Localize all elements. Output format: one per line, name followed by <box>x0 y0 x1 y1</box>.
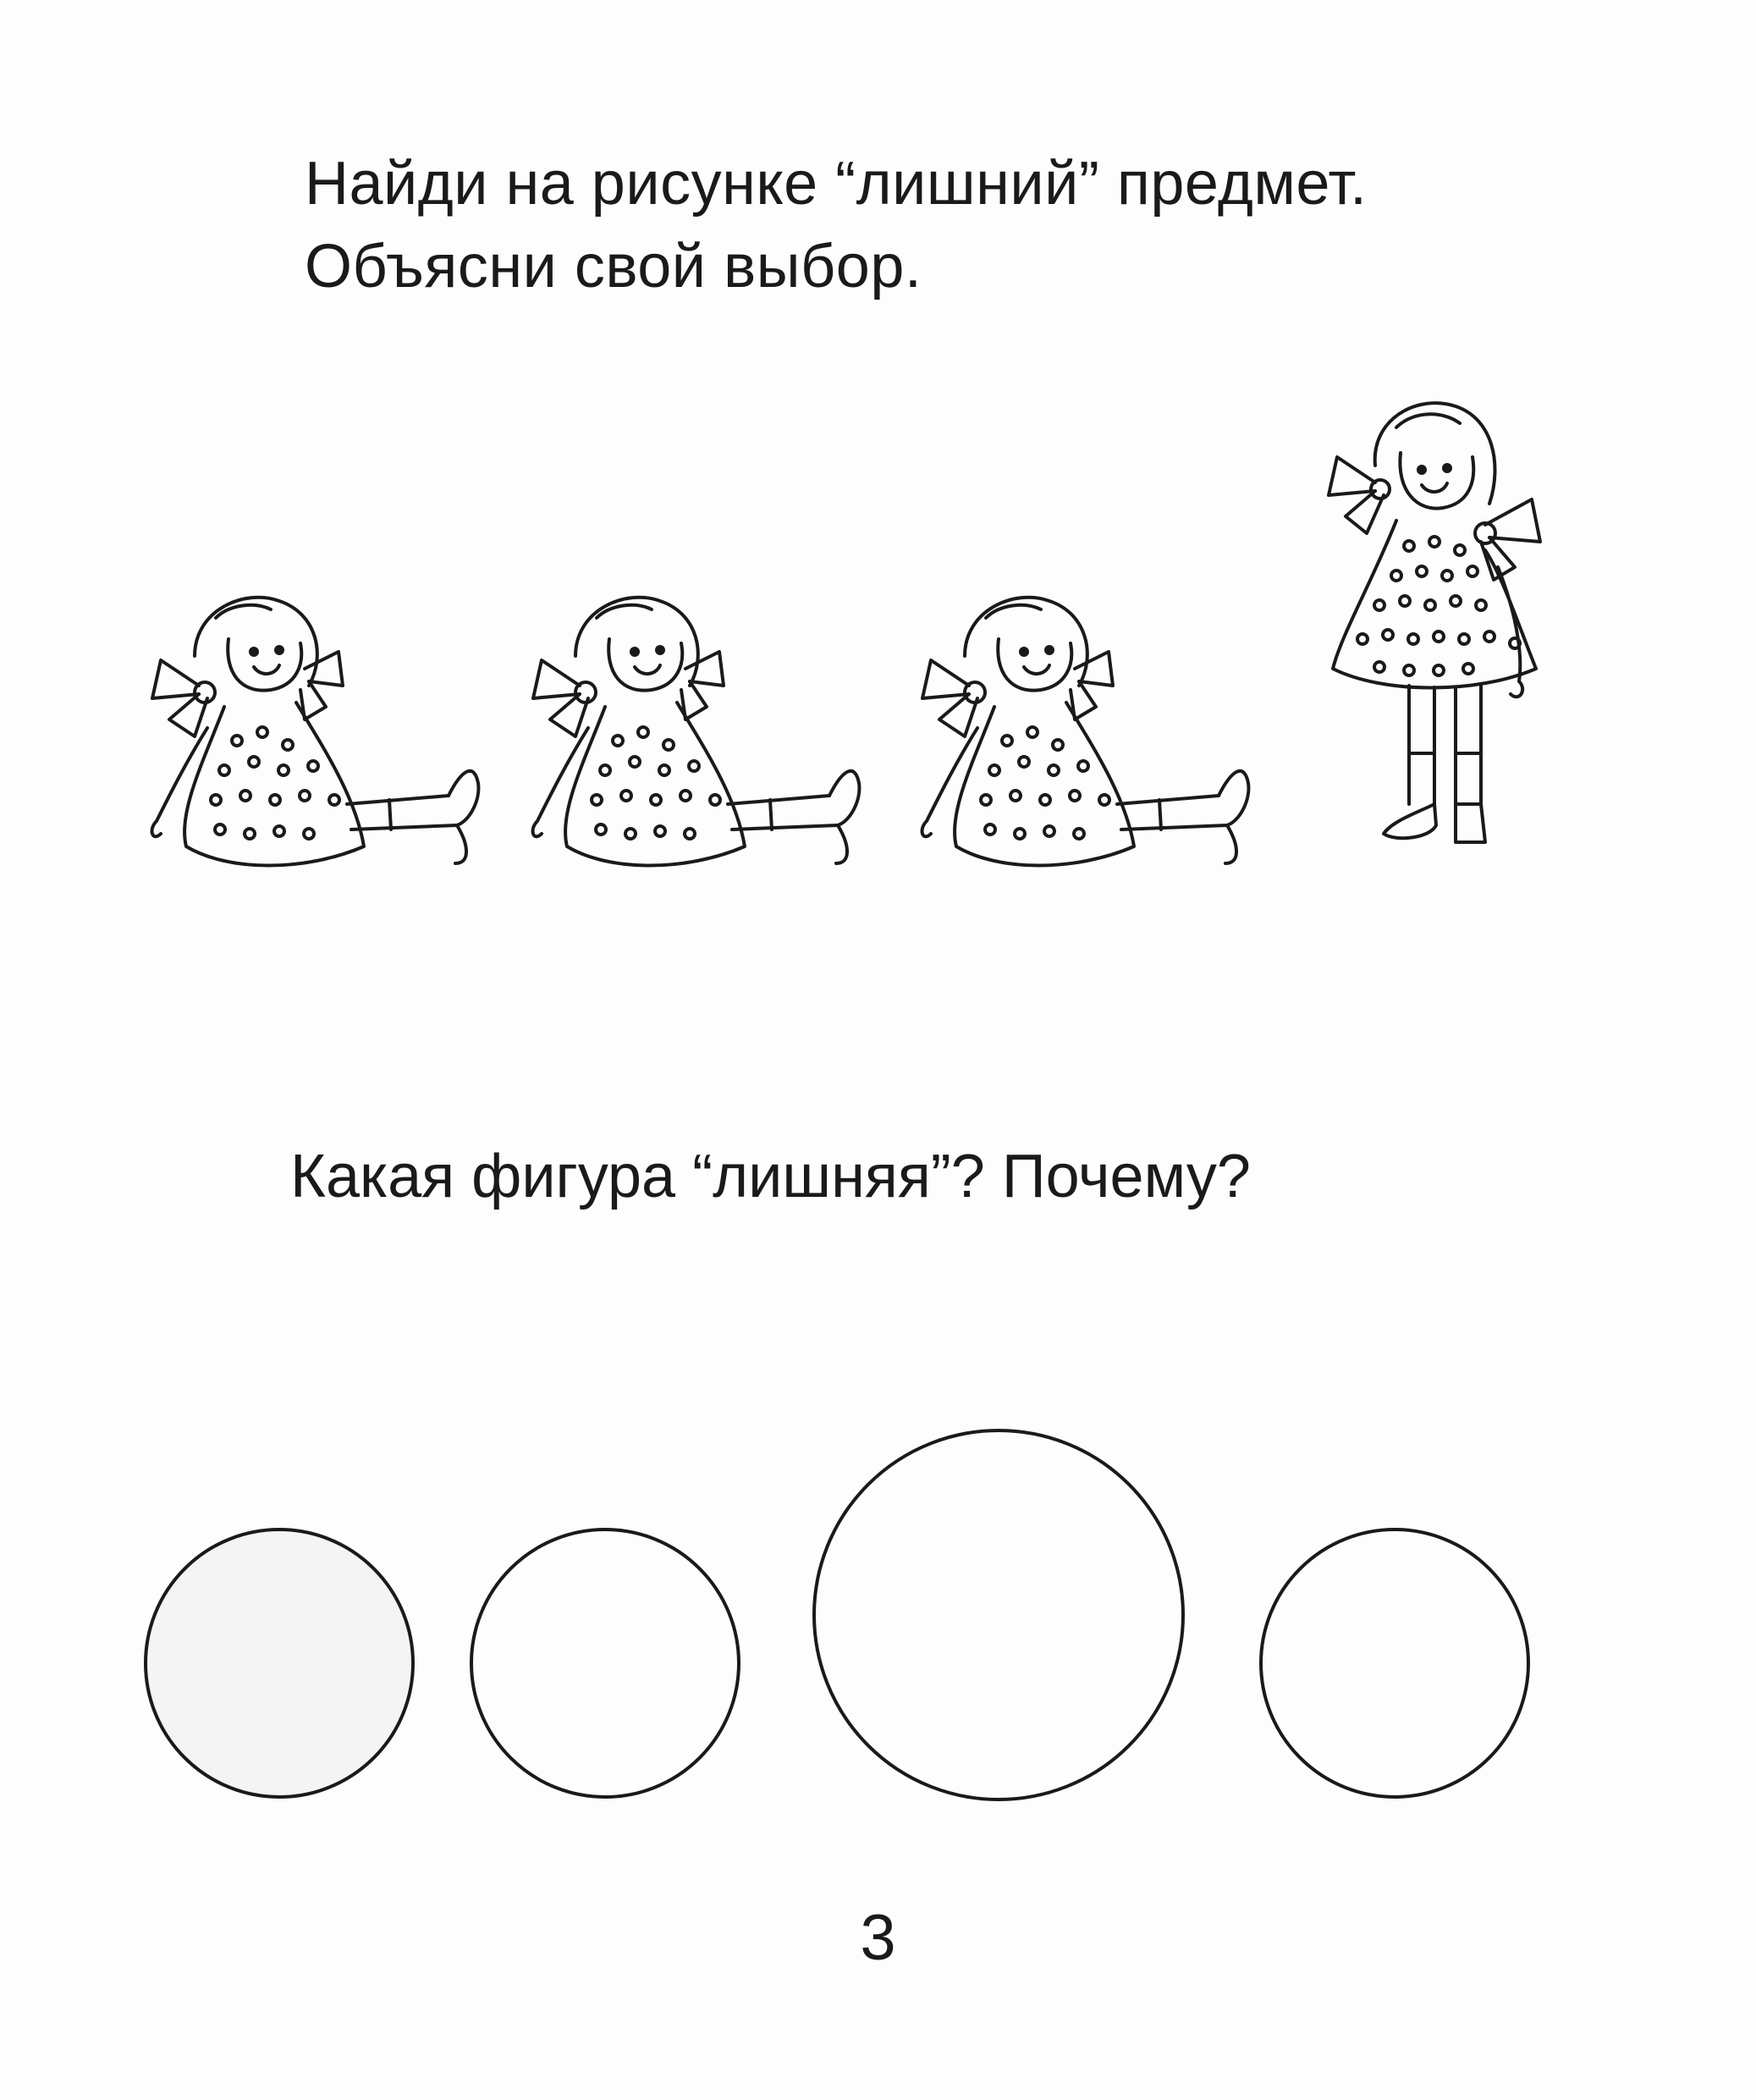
sitting-girl-drawing <box>516 593 872 897</box>
task-line-2: Объясни свой выбор. <box>305 233 922 300</box>
circles-row <box>0 1405 1756 1845</box>
standing-girl <box>1316 398 1570 872</box>
sitting-girl-drawing <box>906 593 1261 897</box>
girls-illustration-row <box>135 398 1574 923</box>
task-line-1: Найди на рисунке “лишний” предмет. <box>305 150 1368 218</box>
sitting-girl-1 <box>135 593 491 897</box>
circle-4 <box>1261 1530 1528 1797</box>
sitting-girl-drawing <box>135 593 491 897</box>
sitting-girl-3 <box>906 593 1261 897</box>
circles-drawing <box>0 1405 1756 1845</box>
task-instructions <box>305 142 1367 308</box>
page-number: 3 <box>860 1902 896 1974</box>
circle-1 <box>146 1530 413 1797</box>
circle-3-large <box>814 1430 1183 1800</box>
sitting-girl-2 <box>516 593 872 897</box>
task-question: Какая фигура “лишняя”? Почему? <box>290 1143 1251 1210</box>
standing-girl-drawing <box>1316 398 1570 872</box>
circle-2 <box>471 1530 739 1797</box>
